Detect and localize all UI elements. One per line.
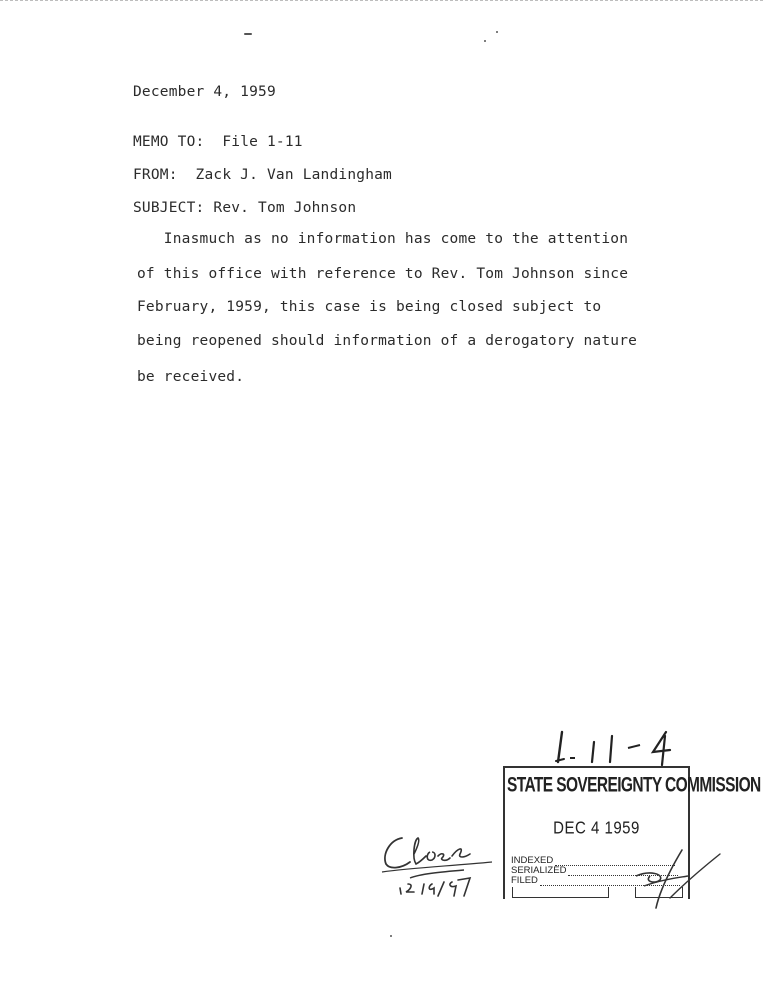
stamp-box-left xyxy=(512,887,609,898)
memo-to-value: File 1-11 xyxy=(222,134,303,150)
stamp-filed-row: FILED xyxy=(511,876,685,886)
body-line-2: of this office with reference to Rev. Tom Johnson since xyxy=(137,266,629,282)
body-line-3: February, 1959, this case is being closed subject to xyxy=(137,299,602,315)
body-line-4: being reopened should information of a derogatory nature xyxy=(137,333,638,349)
scan-speck xyxy=(496,31,498,33)
stamp-date: DEC 4 1959 xyxy=(553,818,640,839)
stamp-title: STATE SOVEREIGNTY COMMISSION xyxy=(507,774,761,797)
stamp-indexed-row: INDEXED xyxy=(511,856,685,866)
handwritten-initials xyxy=(630,840,730,910)
memo-subject-label: SUBJECT: xyxy=(133,200,205,216)
memo-subject-value: Rev. Tom Johnson xyxy=(213,200,357,216)
memo-to-label: MEMO TO: xyxy=(133,134,205,150)
memo-from-line xyxy=(133,167,392,183)
memo-from-label: FROM: xyxy=(133,167,178,183)
handwritten-close-note xyxy=(380,828,500,900)
body-line-5: be received. xyxy=(137,369,245,385)
memo-to-line xyxy=(133,134,303,150)
scan-speck xyxy=(244,33,252,35)
handwritten-file-number xyxy=(548,728,688,768)
body-line-1: Inasmuch as no information has come to the attention xyxy=(137,231,629,247)
memo-subject-line xyxy=(133,200,356,216)
memo-from-value: Zack J. Van Landingham xyxy=(195,167,392,183)
scan-edge-dashes xyxy=(0,0,763,3)
scan-speck xyxy=(390,935,392,937)
stamp-serialized-row: SERIALIZED xyxy=(511,866,685,876)
memo-date: December 4, 1959 xyxy=(133,84,276,100)
scan-speck xyxy=(484,40,486,42)
